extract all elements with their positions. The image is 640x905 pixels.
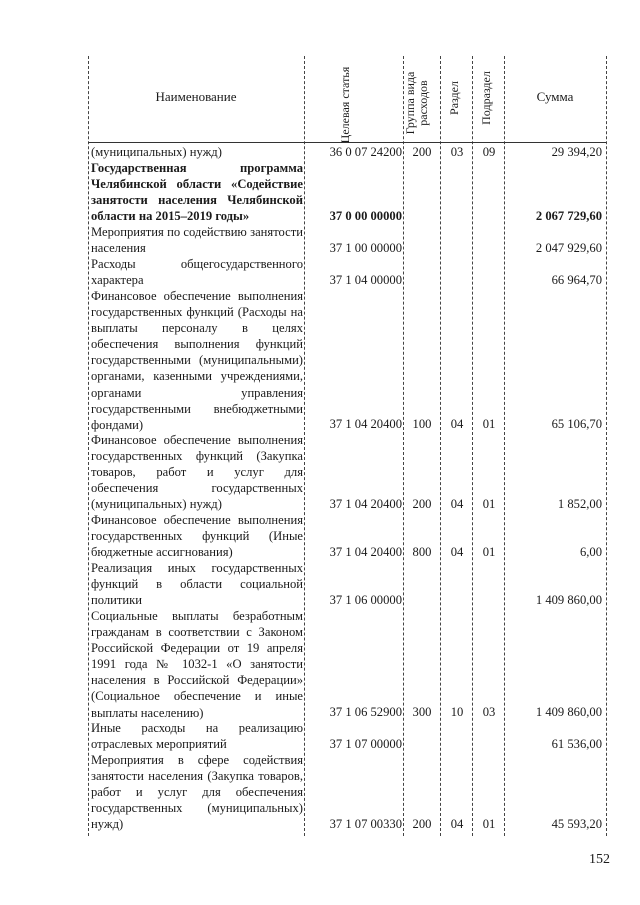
table-row-subsection: 01: [482, 497, 496, 511]
table-row-name: Социальные выплаты безработным гражданам в соответствии с Законом Российской Федерации от 19 апреля 1991 года № 1032-1 «О занятости населения в Российской Федерации» (Социальное обеспечение и иные выплаты населению): [91, 609, 303, 720]
header-target-article: Целевая статья: [338, 66, 352, 144]
table-row-section: 04: [450, 497, 464, 511]
table-row-name: Финансовое обеспечение выполнения государственных функций (Иные бюджетные ассигнования): [91, 513, 303, 560]
table-row-code: 37 0 00 00000: [329, 209, 402, 223]
table-row-sum: 1 409 860,00: [535, 593, 602, 607]
table-row-section: 04: [450, 417, 464, 431]
table-row-subsection: 01: [482, 417, 496, 431]
table-row-subsection: 09: [482, 145, 496, 159]
table-row-sum: 66 964,70: [551, 273, 602, 287]
table-row-group: 200: [412, 817, 432, 831]
column-divider-4: [472, 56, 473, 836]
header-sum: Сумма: [536, 89, 574, 104]
table-row-group: 200: [412, 145, 432, 159]
header-section: Раздел: [447, 81, 461, 115]
table-row-code: 37 1 00 00000: [329, 241, 402, 255]
table-row-code: 37 1 07 00000: [329, 737, 402, 751]
table-row-code: 37 1 04 00000: [329, 273, 402, 287]
table-row-sum: 6,00: [579, 545, 602, 559]
table-row-sum: 61 536,00: [551, 737, 602, 751]
page-number: 152: [589, 852, 610, 867]
table-row-sum: 29 394,20: [551, 145, 602, 159]
column-divider-3: [440, 56, 441, 836]
table-row-code: 36 0 07 24200: [329, 145, 402, 159]
table-row-name: Государственная программа Челябинской области «Содействие занятости населения Челябинской области на 2015–2019 годы»: [91, 161, 303, 224]
column-divider-1: [304, 56, 305, 836]
table-row-code: 37 1 04 20400: [329, 497, 402, 511]
table-row-group: 800: [412, 545, 432, 559]
header-name: Наименование: [155, 89, 237, 104]
table-row-section: 10: [450, 705, 464, 719]
column-divider-5: [504, 56, 505, 836]
table-row-sum: 2 047 929,60: [535, 241, 602, 255]
header-expense-group: Группа вида расходов: [403, 71, 430, 135]
table-border-left: [88, 56, 89, 836]
table-row-subsection: 01: [482, 817, 496, 831]
table-row-sum: 1 409 860,00: [535, 705, 602, 719]
table-row-subsection: 03: [482, 705, 496, 719]
table-row-group: 100: [412, 417, 432, 431]
table-row-name: Реализация иных государственных функций в области социальной политики: [91, 561, 303, 608]
table-row-sum: 2 067 729,60: [535, 209, 602, 223]
table-row-code: 37 1 04 20400: [329, 417, 402, 431]
table-row-code: 37 1 06 00000: [329, 593, 402, 607]
table-border-right: [606, 56, 607, 836]
table-row-code: 37 1 04 20400: [329, 545, 402, 559]
column-divider-2: [403, 56, 404, 836]
table-row-code: 37 1 07 00330: [329, 817, 402, 831]
table-row-name: Расходы общегосударственного характера: [91, 257, 303, 288]
table-row-sum: 1 852,00: [557, 497, 602, 511]
table-row-sum: 45 593,20: [551, 817, 602, 831]
table-row-code: 37 1 06 52900: [329, 705, 402, 719]
header-subsection: Подраздел: [479, 71, 493, 125]
table-row-name: Финансовое обеспечение выполнения государственных функций (Закупка товаров, работ и услуг для обеспечения государственных (муниципальных) нужд): [91, 433, 303, 512]
table-row-section: 04: [450, 817, 464, 831]
table-row-section: 04: [450, 545, 464, 559]
table-row-name: Мероприятия в сфере содействия занятости населения (Закупка товаров, работ и услуг для обеспечения государственных (муниципальных) нужд): [91, 753, 303, 832]
table-row-subsection: 01: [482, 545, 496, 559]
table-row-name: Финансовое обеспечение выполнения государственных функций (Расходы на выплаты персоналу в целях обеспечения выполнения функций государственными (муниципальными) органами, казенными учреждениями, органами управления государственными внебюджетными фондами): [91, 289, 303, 432]
table-row-sum: 65 106,70: [551, 417, 602, 431]
table-row-name: Мероприятия по содействию занятости населения: [91, 225, 303, 256]
table-row-name: Иные расходы на реализацию отраслевых мероприятий: [91, 721, 303, 752]
table-row-group: 200: [412, 497, 432, 511]
table-row-section: 03: [450, 145, 464, 159]
table-row-name: (муниципальных) нужд): [91, 145, 222, 159]
table-row-group: 300: [412, 705, 432, 719]
